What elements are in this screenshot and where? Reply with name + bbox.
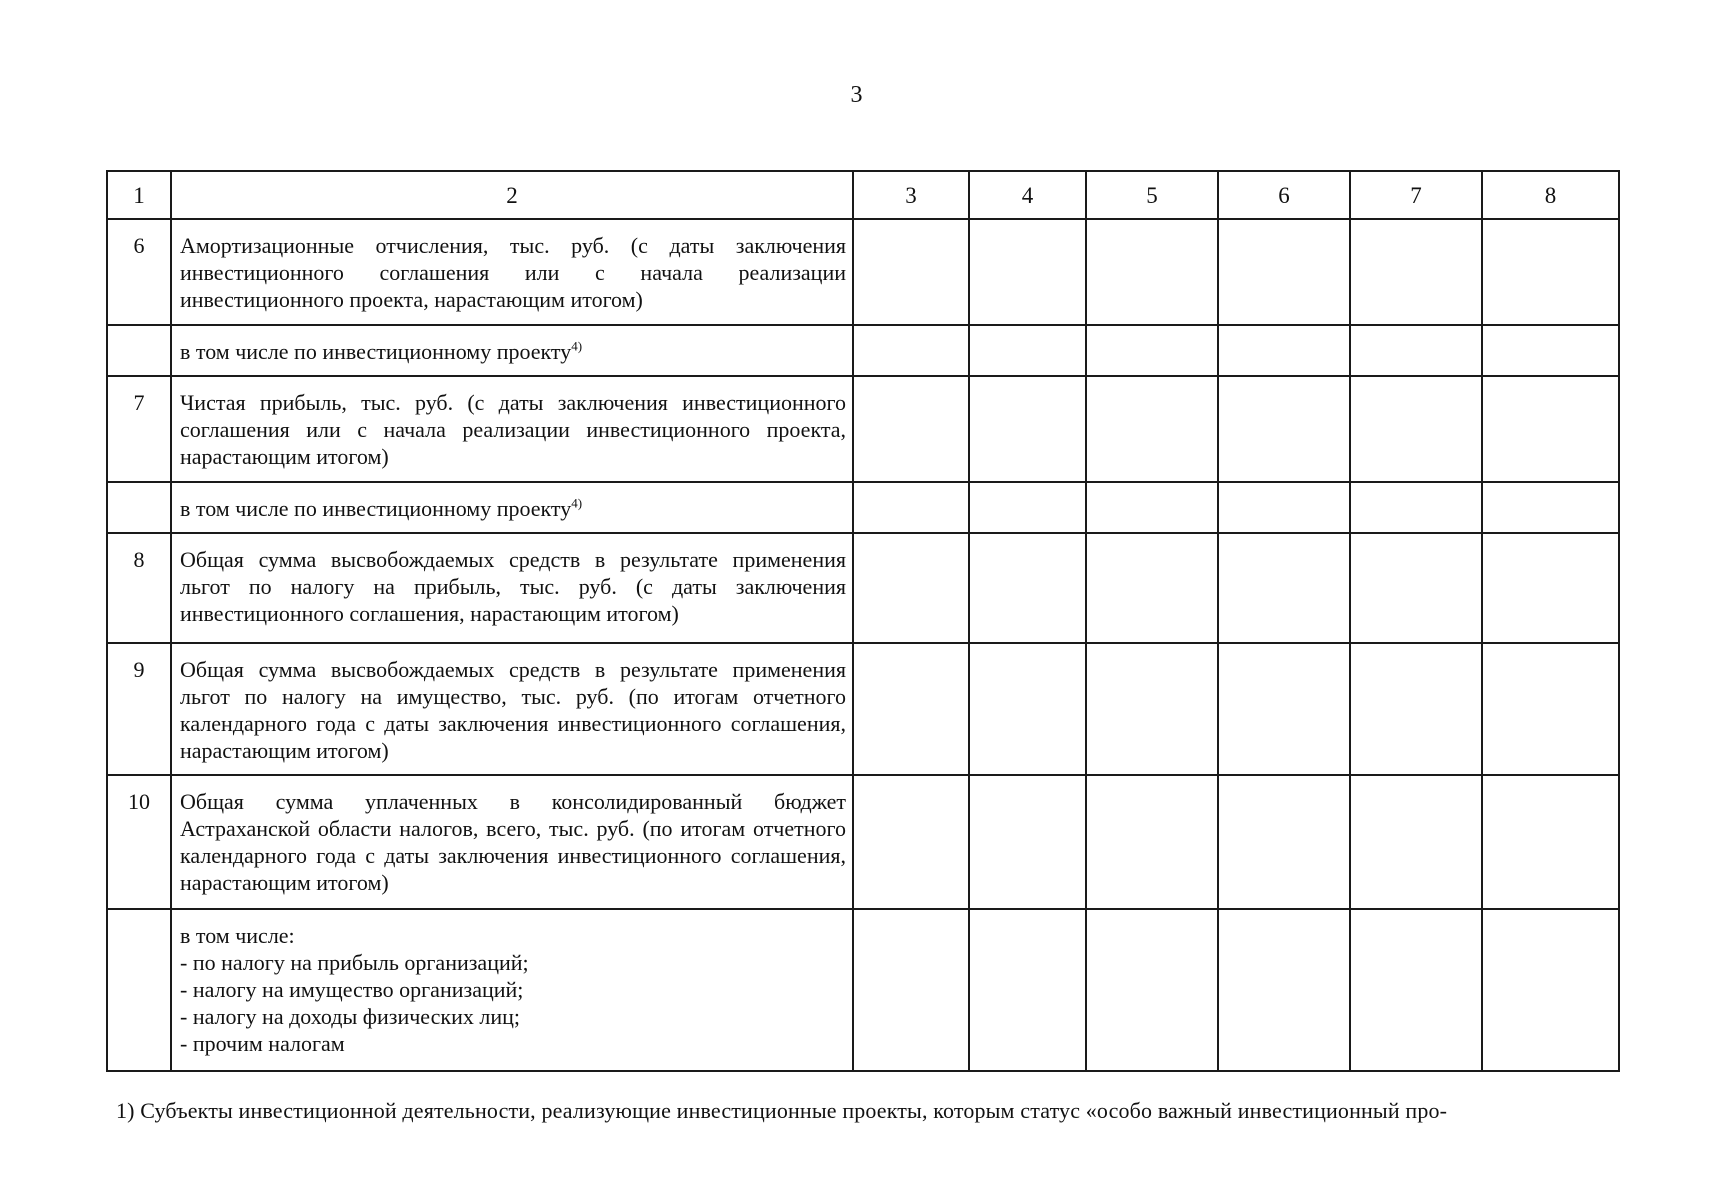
breakdown-line: - налогу на имущество организаций; (180, 977, 524, 1002)
header-cell-2: 2 (171, 171, 853, 219)
value-cell (853, 775, 969, 909)
table-row (107, 376, 1619, 482)
header-cell-8: 8 (1482, 171, 1619, 219)
value-cell (1482, 533, 1619, 643)
value-cell (1350, 909, 1482, 1071)
value-cell (1086, 909, 1218, 1071)
table-row (107, 482, 1619, 533)
value-cell (1482, 775, 1619, 909)
value-cell (1482, 376, 1619, 482)
value-cell (1218, 643, 1350, 775)
value-cell (1218, 219, 1350, 325)
value-cell (1218, 376, 1350, 482)
value-cell (1218, 533, 1350, 643)
value-cell (853, 643, 969, 775)
value-cell (853, 909, 969, 1071)
breakdown-line: в том числе: (180, 923, 295, 948)
row-description: Общая сумма высвобождаемых средств в результате применения льгот по налогу на прибыль, тыс. руб. (с даты заключения инвестиционного соглашения, нарастающим итогом) (171, 533, 853, 643)
breakdown-line: - налогу на доходы физических лиц; (180, 1004, 520, 1029)
footnote-mark: 4) (571, 495, 583, 511)
row-number (107, 482, 171, 533)
value-cell (1350, 325, 1482, 376)
value-cell (969, 775, 1086, 909)
row-number: 7 (107, 376, 171, 482)
table-row (107, 533, 1619, 643)
footnote-text: 1) Субъекты инвестиционной деятельности, реализующие инвестиционные проекты, которым статус «особо важный инвестиционный про- (116, 1098, 1448, 1123)
row-description: Амортизационные отчисления, тыс. руб. (с даты заключения инвестиционного соглашения или с начала реализации инвестиционного проекта, нарастающим итогом) (171, 219, 853, 325)
value-cell (1086, 325, 1218, 376)
value-cell (853, 482, 969, 533)
value-cell (1218, 909, 1350, 1071)
value-cell (1218, 482, 1350, 533)
value-cell (969, 325, 1086, 376)
value-cell (1086, 482, 1218, 533)
table-header-row (107, 171, 1619, 219)
value-cell (853, 219, 969, 325)
row-description: Чистая прибыль, тыс. руб. (с даты заключения инвестиционного соглашения или с начала реализации инвестиционного проекта, нарастающим итогом) (171, 376, 853, 482)
header-cell-4: 4 (969, 171, 1086, 219)
breakdown-line: - прочим налогам (180, 1031, 345, 1056)
value-cell (1350, 643, 1482, 775)
row-description (171, 325, 853, 376)
value-cell (853, 533, 969, 643)
table-row (107, 643, 1619, 775)
value-cell (1218, 775, 1350, 909)
value-cell (1482, 219, 1619, 325)
value-cell (853, 325, 969, 376)
value-cell (1218, 325, 1350, 376)
value-cell (1086, 376, 1218, 482)
value-cell (1350, 219, 1482, 325)
value-cell (1086, 219, 1218, 325)
value-cell (1482, 909, 1619, 1071)
value-cell (1482, 325, 1619, 376)
table-row (107, 325, 1619, 376)
value-cell (1350, 376, 1482, 482)
value-cell (969, 482, 1086, 533)
row-description: Общая сумма уплаченных в консолидированный бюджет Астраханской области налогов, всего, тыс. руб. (по итогам отчетного календарного года с даты заключения инвестиционного соглашения, нарастающим итогом) (171, 775, 853, 909)
value-cell (1350, 775, 1482, 909)
header-cell-3: 3 (853, 171, 969, 219)
row-description (171, 909, 853, 1071)
value-cell (969, 909, 1086, 1071)
table-row (107, 219, 1619, 325)
row-description-text: в том числе по инвестиционному проекту (180, 339, 572, 364)
page-number: 3 (850, 82, 863, 108)
value-cell (969, 533, 1086, 643)
footnote-mark: 4) (571, 338, 583, 354)
table-row (107, 909, 1619, 1071)
row-description-text: в том числе по инвестиционному проекту (180, 496, 572, 521)
row-number: 6 (107, 219, 171, 325)
row-description (171, 482, 853, 533)
value-cell (969, 376, 1086, 482)
breakdown-line: - по налогу на прибыль организаций; (180, 950, 529, 975)
header-cell-5: 5 (1086, 171, 1218, 219)
header-cell-6: 6 (1218, 171, 1350, 219)
value-cell (1350, 533, 1482, 643)
value-cell (1482, 643, 1619, 775)
header-cell-1: 1 (107, 171, 171, 219)
header-cell-7: 7 (1350, 171, 1482, 219)
row-number (107, 325, 171, 376)
table-row (107, 775, 1619, 909)
value-cell (1086, 775, 1218, 909)
investment-indicators-table (106, 170, 1620, 1072)
value-cell (1350, 482, 1482, 533)
value-cell (1086, 533, 1218, 643)
value-cell (969, 643, 1086, 775)
value-cell (1086, 643, 1218, 775)
value-cell (1482, 482, 1619, 533)
value-cell (853, 376, 969, 482)
row-description: Общая сумма высвобождаемых средств в результате применения льгот по налогу на имущество, тыс. руб. (по итогам отчетного календарного года с даты заключения инвестиционного соглашения, нарастающим итогом) (171, 643, 853, 775)
row-number (107, 909, 171, 1071)
row-number: 10 (107, 775, 171, 909)
value-cell (969, 219, 1086, 325)
row-number: 9 (107, 643, 171, 775)
row-number: 8 (107, 533, 171, 643)
